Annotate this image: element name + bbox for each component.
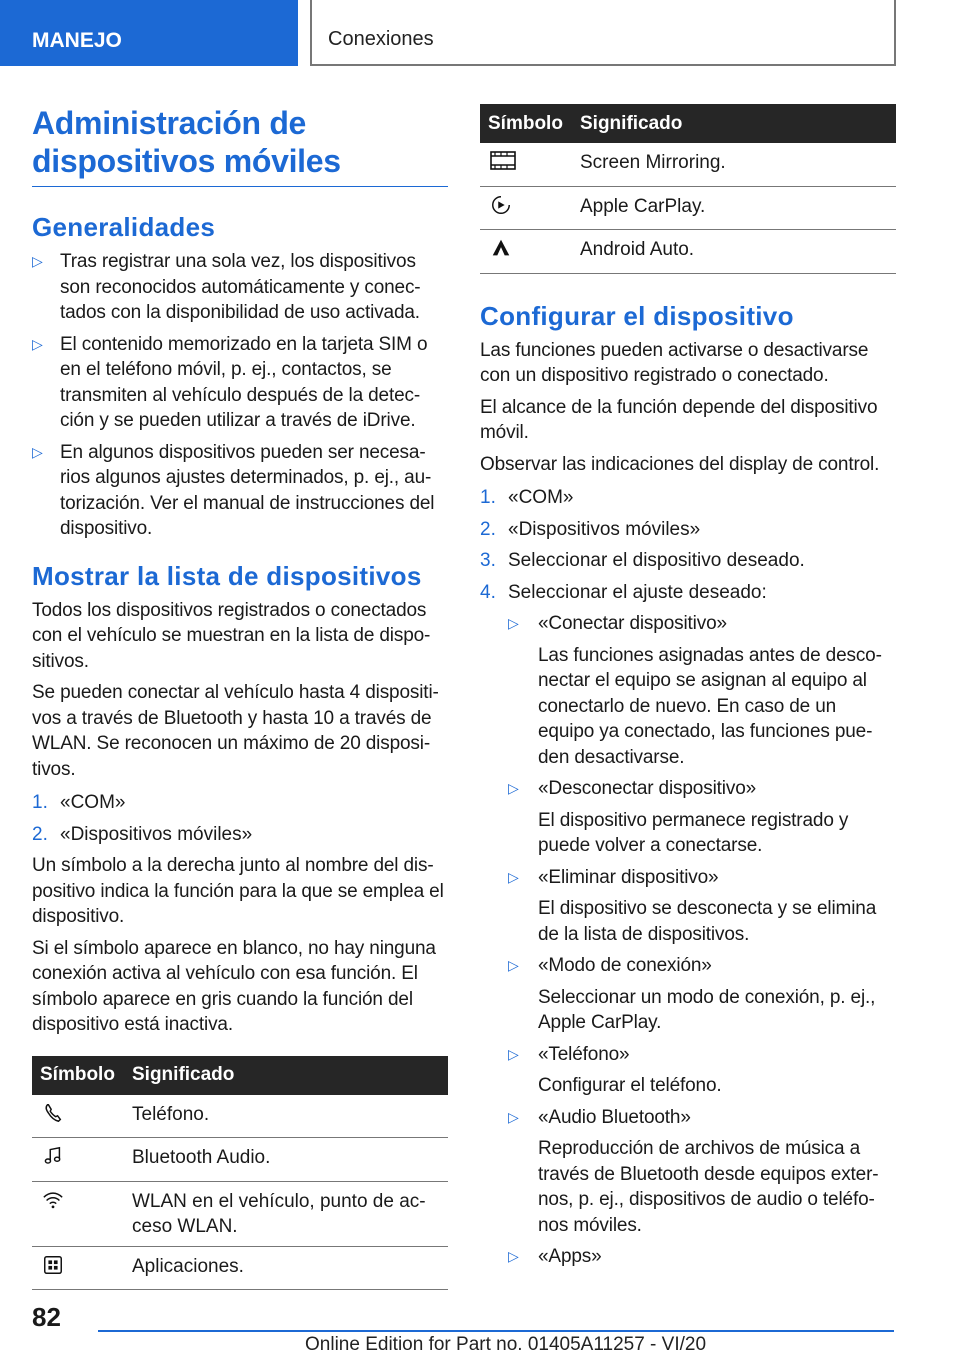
carplay-icon — [490, 194, 512, 216]
left-column — [32, 104, 448, 1290]
step-item: 2. «Dispositivos móviles» — [480, 518, 701, 540]
footer-edition: Online Edition for Part no. 01405A11257 - VI/20 — [305, 1334, 707, 1355]
page-number: 82 — [32, 1302, 61, 1332]
table-row: Apple CarPlay. — [480, 186, 896, 230]
triangle-bullet-icon: ▷ — [508, 615, 519, 631]
triangle-bullet-icon: ▷ — [508, 1248, 519, 1264]
page-title: Administración de dispositivos móviles — [32, 104, 448, 187]
section-title: Conexiones — [310, 0, 896, 66]
list-item: ▷ El contenido memorizado en la tarjeta SIM o en el teléfono móvil, p. ej., contactos, se transmiten al vehículo después de la detec-ción y se pueden utilizar a través de iDrive. — [32, 333, 428, 431]
table-row: Aplicaciones. — [32, 1246, 448, 1290]
option-item: ▷ «Modo de conexión» Seleccionar un modo de conexión, p. ej., Apple CarPlay. — [508, 955, 876, 1033]
phone-icon — [42, 1102, 64, 1124]
option-item: ▷ «Desconectar dispositivo» El dispositivo permanece registrado y puede volver a conectarse. — [508, 778, 849, 856]
heading-configurar: Configurar el dispositivo — [480, 300, 794, 331]
paragraph: El alcance de la función depende del dispositivo móvil. — [480, 396, 878, 443]
screen-mirroring-icon — [490, 150, 516, 172]
paragraph: Todos los dispositivos registrados o conectados con el vehículo se muestran en la lista de dispo-sitivos. — [32, 599, 431, 672]
step-item: 4. Seleccionar el ajuste deseado: ▷ «Conectar dispositivo» Las funciones asignadas antes de desco-nectar el equipo se asignan al equipo al conectarlo de nuevo. En caso de un equipo ya conectado, las funciones pue-den desactivarse. ▷ «Desconectar dispositivo» El dispositivo permanece registrado y puede volver a conectarse. ▷ «Eliminar dispositivo» El dispositivo se desconecta y se elimina de la lista de dispositivos. ▷ «Modo de conexión» Seleccionar un modo de conexión, p. ej., Apple CarPlay. ▷ «Teléfono» Configurar el teléfono. ▷ «Audio Bluetooth» Reproducción de archivos de música a través de Bluetooth desde equipos exter-nos, p. ej., dispositivos de audio o teléfo-nos móviles. ▷ «Apps» — [480, 580, 896, 1270]
step-item: 1. «COM» — [32, 792, 126, 813]
heading-generalidades: Generalidades — [32, 212, 216, 242]
footer-divider — [98, 1330, 894, 1332]
apps-icon — [42, 1254, 64, 1276]
paragraph: Se pueden conectar al vehículo hasta 4 dispositi-vos a través de Bluetooth y hasta 10 a través de WLAN. Se reconocen un máximo de 20 disposi-tivos. — [32, 682, 439, 780]
symbol-table-left — [32, 1056, 448, 1291]
triangle-bullet-icon: ▷ — [508, 780, 519, 796]
col-header-meaning: Significado — [580, 104, 896, 143]
symbol-table-right — [480, 104, 896, 274]
option-item: ▷ «Teléfono» Configurar el teléfono. — [508, 1043, 722, 1096]
config-steps-list — [480, 485, 896, 1270]
triangle-bullet-icon: ▷ — [508, 1108, 519, 1125]
step-item: 3. Seleccionar el dispositivo deseado. — [480, 550, 805, 571]
right-column — [480, 104, 896, 1276]
step-item: 2. «Dispositivos móviles» — [32, 823, 253, 845]
steps-list — [32, 790, 448, 847]
option-item: ▷ «Eliminar dispositivo» El dispositivo se desconecta y se elimina de la lista de dispositivos. — [508, 866, 877, 945]
triangle-bullet-icon: ▷ — [508, 1045, 519, 1062]
option-item: ▷ «Apps» — [508, 1244, 896, 1270]
table-row: Bluetooth Audio. — [32, 1138, 448, 1182]
table-row: Android Auto. — [480, 230, 896, 274]
android-auto-icon — [490, 237, 512, 259]
paragraph: Un símbolo a la derecha junto al nombre del dis-positivo indica la función para la que se emplea el dispositivo. — [32, 855, 444, 927]
triangle-bullet-icon: ▷ — [32, 253, 43, 269]
option-item: ▷ «Conectar dispositivo» Las funciones asignadas antes de desco-nectar el equipo se asignan al equipo al conectarlo de nuevo. En caso de un equipo ya conectado, las funciones pue-den desactivarse. — [508, 613, 882, 768]
list-item: ▷ En algunos dispositivos pueden ser necesa-rios algunos ajustes determinados, p. ej., au-torización. Ver el manual de instrucciones del dispositivo. — [32, 441, 435, 539]
table-row: Teléfono. — [32, 1095, 448, 1138]
triangle-bullet-icon: ▷ — [508, 868, 519, 885]
step-item: 1. «COM» — [480, 487, 574, 508]
music-note-icon — [42, 1145, 64, 1167]
wifi-icon — [42, 1189, 64, 1211]
heading-lista-dispositivos: Mostrar la lista de dispositivos — [32, 560, 422, 591]
col-header-meaning: Significado — [132, 1056, 448, 1095]
table-row: Screen Mirroring. — [480, 143, 896, 186]
paragraph: Observar las indicaciones del display de control. — [480, 453, 880, 475]
col-header-symbol: Símbolo — [32, 1056, 132, 1095]
triangle-bullet-icon: ▷ — [32, 335, 43, 352]
settings-options-list — [508, 611, 896, 1270]
col-header-symbol: Símbolo — [480, 104, 580, 143]
list-item: ▷ Tras registrar una sola vez, los dispositivos son reconocidos automáticamente y conec-tados con la disponibilidad de uso activada. — [32, 251, 421, 323]
chapter-tab: MANEJO — [0, 0, 298, 66]
paragraph: Las funciones pueden activarse o desactivarse con un dispositivo registrado o conectado. — [480, 339, 869, 386]
table-row: WLAN en el vehículo, punto de ac-ceso WLAN. — [32, 1181, 448, 1246]
triangle-bullet-icon: ▷ — [508, 957, 519, 973]
paragraph: Si el símbolo aparece en blanco, no hay ninguna conexión activa al vehículo con esa función. El símbolo aparece en gris cuando la función del dispositivo está inactiva. — [32, 937, 436, 1035]
generalidades-list — [32, 249, 448, 542]
option-item: ▷ «Audio Bluetooth» Reproducción de archivos de música a través de Bluetooth desde equipos exter-nos, p. ej., dispositivos de audio o teléfo-nos móviles. — [508, 1106, 879, 1236]
triangle-bullet-icon: ▷ — [32, 443, 43, 460]
